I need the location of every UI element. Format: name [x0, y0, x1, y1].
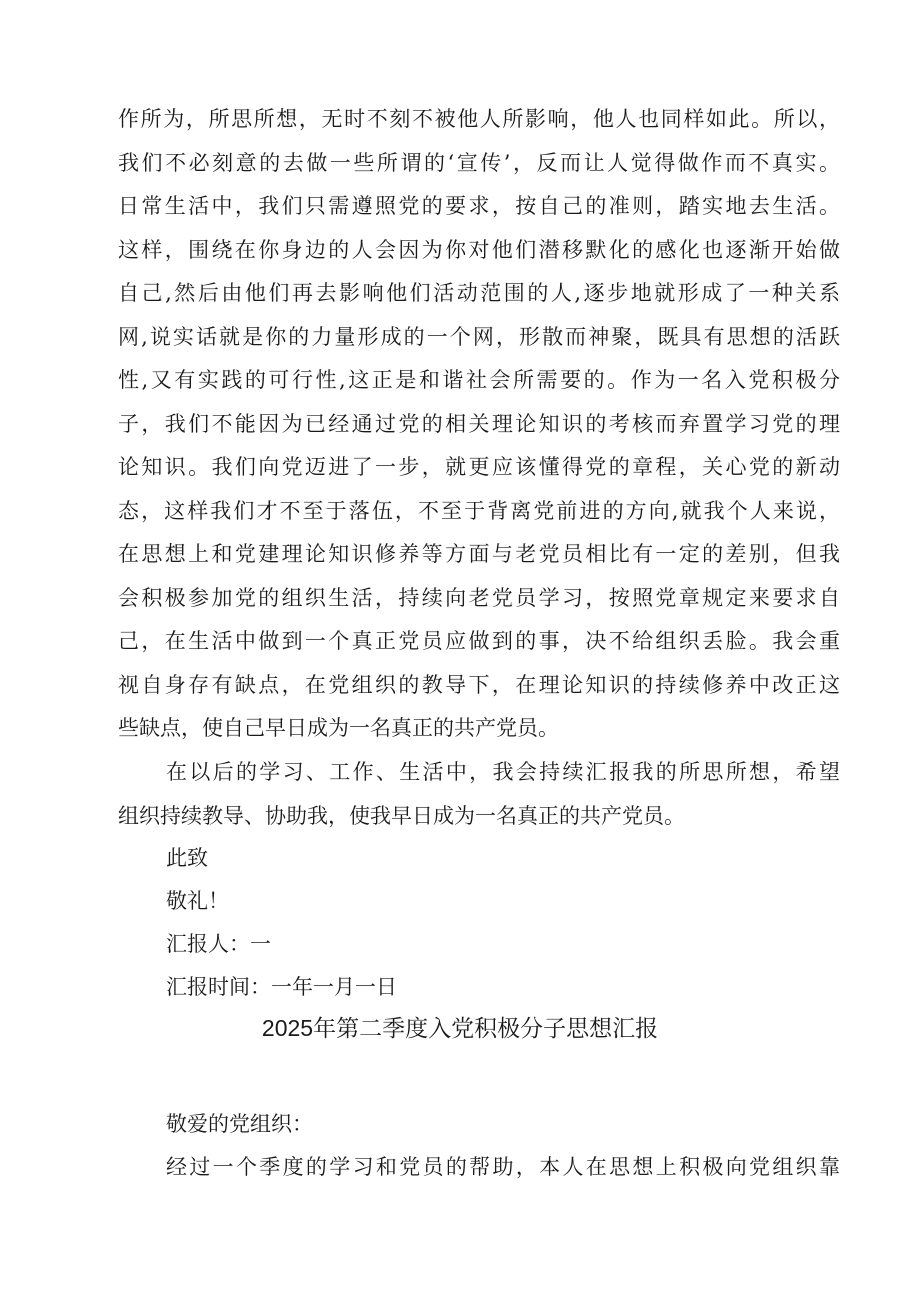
text-line: 己，在生活中做到一个真正党员应做到的事，决不给组织丢脸。我会重 [118, 629, 840, 653]
paragraph-continuation [118, 98, 840, 751]
closing-salute: 敬礼！ [166, 889, 229, 913]
salutation: 敬爱的党组织： [166, 1112, 313, 1136]
text-line: 些缺点，使自己早日成为一名真正的共产党员。 [118, 716, 559, 740]
text-line: 在以后的学习、工作、生活中，我会持续汇报我的所思所想，希望 [166, 760, 840, 784]
text-line: 视自身存有缺点，在党组织的教导下，在理论知识的持续修养中改正这 [118, 672, 840, 697]
paragraph-future-reporting [118, 751, 840, 838]
text-line: 子，我们不能因为已经通过党的相关理论知识的考核而弃置学习党的理 [118, 411, 840, 436]
text-line: 我们不必刻意的去做一些所谓的‘宣传’，反而让人觉得做作而不真实。 [118, 150, 840, 175]
text-line: 作所为，所思所想，无时不刻不被他人所影响，他人也同样如此。所以， [118, 107, 840, 131]
text-line: 性,又有实践的可行性,这正是和谐社会所需要的。作为一名入党积极分 [118, 368, 840, 392]
text-line: 论知识。我们向党迈进了一步，就更应该懂得党的章程，关心党的新动 [118, 455, 840, 479]
report-date: 汇报时间：一年一月一日 [166, 975, 397, 999]
text-line: 在思想上和党建理论知识修养等方面与老党员相比有一定的差别，但我 [118, 542, 840, 566]
text-line: 自己,然后由他们再去影响他们活动范围的人,逐步地就形成了一种关系 [118, 281, 840, 305]
paragraph-opening [166, 1146, 840, 1190]
text-line: 组织持续教导、协助我，使我早日成为一名真正的共产党员。 [118, 803, 685, 828]
text-line: 经过一个季度的学习和党员的帮助，本人在思想上积极向党组织靠 [166, 1155, 840, 1179]
text-line: 日常生活中，我们只需遵照党的要求，按自己的准则，踏实地去生活。 [118, 194, 840, 218]
text-line: 会积极参加党的组织生活，持续向老党员学习，按照党章规定来要求自 [118, 585, 840, 610]
closing-regards: 此致 [166, 846, 208, 870]
text-line: 网,说实话就是你的力量形成的一个网，形散而神聚，既具有思想的活跃 [118, 324, 840, 349]
text-line: 态，这样我们才不至于落伍，不至于背离党前进的方向,就我个人来说， [118, 498, 840, 523]
reporter-name: 汇报人：一 [166, 932, 271, 956]
document-title: 2025年第二季度入党积极分子思想汇报 [261, 1015, 659, 1041]
text-line: 这样，围绕在你身边的人会因为你对他们潜移默化的感化也逐渐开始做 [118, 237, 840, 262]
